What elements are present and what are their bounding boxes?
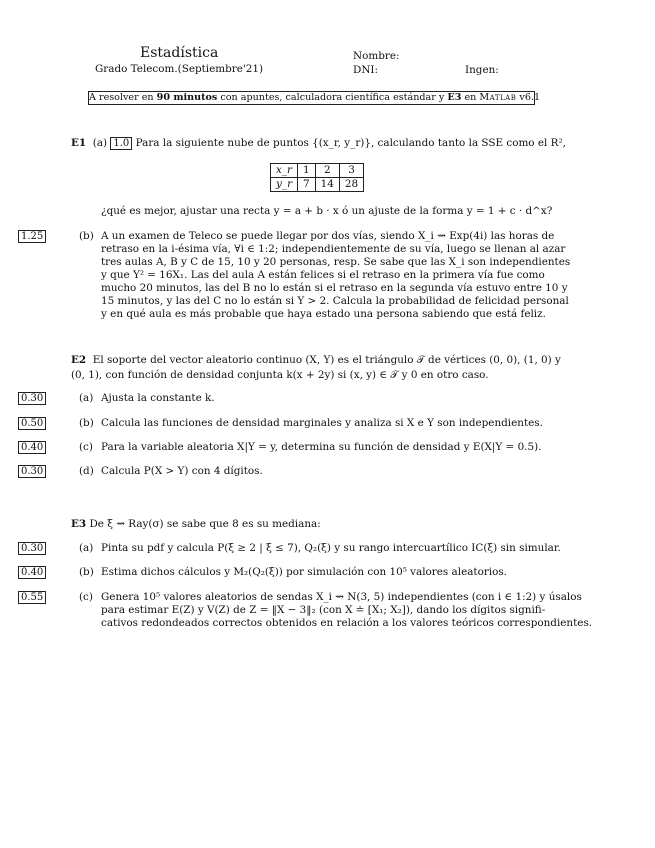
- e3-a-tag: (a): [79, 542, 94, 554]
- table-cell: 14: [315, 178, 339, 192]
- e2-c-text: Para la variable aleatoria X|Y = y, determina su función de densidad y E(X|Y = 0.5).: [101, 441, 542, 453]
- exam-instructions: [88, 91, 541, 105]
- e2-b-tag: (b): [79, 417, 94, 429]
- notice-version: v6.1: [516, 92, 541, 103]
- ingen-label: Ingen:: [465, 64, 499, 76]
- e2-d-points-value: 0.30: [18, 465, 46, 478]
- nombre-label: Nombre:: [353, 50, 400, 62]
- table-head-y-text: y_r: [276, 178, 293, 190]
- e3-a-text: Pinta su pdf y calcula P(ξ ≥ 2 | ξ ≤ 7), Q₂(ξ) y su rango intercuartílico IC(ξ) sin simular.: [101, 542, 561, 554]
- e2-a-text: Ajusta la constante k.: [101, 392, 215, 404]
- e2-label: E2: [71, 354, 87, 366]
- e3-c-tag: (c): [79, 591, 93, 603]
- e2-a-points: [18, 392, 46, 405]
- notice-e3: E3: [447, 92, 462, 103]
- table-head-y: [271, 178, 298, 192]
- e1-b-line: mucho 20 minutos, las del B no lo están si el retraso en la segunda vía estuvo entre 10 y: [101, 282, 568, 294]
- e2-a-tag: (a): [79, 392, 94, 404]
- e2-b-points-value: 0.50: [18, 417, 46, 430]
- e1-a-points: 1.0: [110, 137, 132, 150]
- e1-b-line: y en qué aula es más probable que haya estado una persona sabiendo que está feliz.: [101, 308, 546, 320]
- e3-a-points: [18, 542, 46, 555]
- e1-b-points: [18, 230, 46, 243]
- e1-label: E1: [71, 137, 87, 149]
- e3-b-points-value: 0.40: [18, 566, 46, 579]
- e1-b-line: y que Y² = 16X₁. Las del aula A están felices si el retraso en la primera vía fue como: [101, 269, 545, 281]
- notice-text: con apuntes, calculadora científica estándar y: [217, 92, 448, 103]
- exam-subtitle: Grado Telecom.(Septiembre'21): [95, 63, 264, 75]
- exam-title: Estadística: [140, 45, 219, 61]
- e1-b-line: tres aulas A, B y C de 15, 10 y 20 personas, resp. Se sabe que las X_i son independientes: [101, 256, 571, 268]
- e2-intro-2: (0, 1), con función de densidad conjunta k(x + 2y) si (x, y) ∈ 𝒯 y 0 en otro caso.: [71, 369, 489, 381]
- e2-b-points: [18, 417, 46, 430]
- table-cell: 28: [339, 178, 363, 192]
- e1-b-points-value: 1.25: [18, 230, 46, 243]
- e3-c-points: [18, 591, 46, 604]
- e1-a-question: ¿qué es mejor, ajustar una recta y = a + b · x ó un ajuste de la forma y = 1 + c · d^x?: [101, 205, 553, 217]
- dni-label: DNI:: [353, 64, 379, 76]
- table-head-x: [271, 164, 298, 178]
- e3-b-tag: (b): [79, 566, 94, 578]
- e1-b-line: retraso en la i-ésima vía, ∀i ∈ 1:2; independientemente de su vía, luego se llenan al azar: [101, 243, 566, 255]
- e3-c-line: cativos redondeados correctos obtenidos en relación a los valores teóricos correspondientes.: [101, 617, 593, 629]
- notice-text: A resolver en: [89, 92, 157, 103]
- e3-b-points: [18, 566, 46, 579]
- e2-c-tag: (c): [79, 441, 93, 453]
- e3-c-points-value: 0.55: [18, 591, 46, 604]
- e2-c-points: [18, 441, 46, 454]
- e2-c-points-value: 0.40: [18, 441, 46, 454]
- points-table: [270, 163, 364, 192]
- e2-d-points: [18, 465, 46, 478]
- table-row: [271, 164, 364, 178]
- e1-b-line: A un examen de Teleco se puede llegar por dos vías, siendo X_i ⇝ Exp(4i) las horas de: [101, 230, 555, 242]
- e1-b-line: 15 minutos, y las del C no lo están si Y > 2. Calcula la probabilidad de felicidad personal: [101, 295, 569, 307]
- e3-c-line: Genera 10⁵ valores aleatorios de sendas X_i ⇝ N(3, 5) independientes (con i ∈ 1:2) y úsalos: [101, 591, 582, 603]
- e1-b-tag: (b): [79, 230, 94, 242]
- e2-d-text: Calcula P(X > Y) con 4 dígitos.: [101, 465, 263, 477]
- notice-minutes: 90 minutos: [156, 92, 218, 103]
- table-head-x-text: x_r: [276, 164, 293, 176]
- e2-d-tag: (d): [79, 465, 94, 477]
- e3-c-line: para estimar E(Z) y V(Z) de Z = ‖X − 3‖₂ (con X ≐ [X₁; X₂]), dando los dígitos signifi-: [101, 604, 546, 616]
- notice-matlab: Matlab: [479, 92, 517, 103]
- e3-b-text: Estima dichos cálculos y M₂(Q₂(ξ)) por simulación con 10⁵ valores aleatorios.: [101, 566, 508, 578]
- table-row: [271, 178, 364, 192]
- e1-a-text: Para la siguiente nube de puntos {(x_r, y_r)}, calculando tanto la SSE como el R²,: [135, 137, 566, 149]
- e3-label: E3: [71, 518, 87, 530]
- e2-intro-1-text: El soporte del vector aleatorio continuo (X, Y) es el triángulo 𝒯 de vértices (0, 0), (1, 0) y: [92, 354, 561, 366]
- table-cell: 1: [298, 164, 316, 178]
- e3-intro-text: De ξ ⇝ Ray(σ) se sabe que 8 es su mediana:: [89, 518, 321, 530]
- e2-b-text: Calcula las funciones de densidad marginales y analiza si X e Y son independientes.: [101, 417, 543, 429]
- table-cell: 7: [298, 178, 316, 192]
- e3-intro: [71, 518, 321, 531]
- notice-text: en: [461, 92, 480, 103]
- e2-a-points-value: 0.30: [18, 392, 46, 405]
- e3-a-points-value: 0.30: [18, 542, 46, 555]
- e1-a-line: [71, 137, 566, 150]
- table-cell: 2: [315, 164, 339, 178]
- e2-intro-1: [71, 354, 561, 367]
- e1-a-tag: (a): [92, 137, 108, 149]
- table-cell: 3: [339, 164, 363, 178]
